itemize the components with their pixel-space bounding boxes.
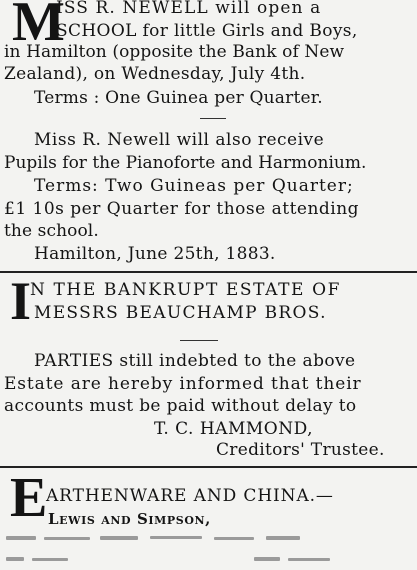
ad-line-4: Zealand), on Wednesday, July 4th.	[4, 64, 306, 84]
section-divider	[200, 118, 226, 119]
bankrupt-body-line-3: accounts must be paid without delay to	[4, 396, 357, 416]
bankrupt-headline-1: N THE BANKRUPT ESTATE OF	[30, 280, 342, 300]
bankrupt-headline-2: MESSRS BEAUCHAMP BROS.	[34, 303, 327, 323]
ad-dateline: Hamilton, June 25th, 1883.	[34, 244, 276, 264]
china-headline: ARTHENWARE AND CHINA.—	[46, 486, 334, 506]
ad-para2-line-4: £1 10s per Quarter for those attending	[4, 199, 360, 219]
ad-line-3: in Hamilton (opposite the Bank of New	[4, 42, 345, 62]
bankrupt-signatory: T. C. HAMMOND,	[154, 419, 314, 439]
bankrupt-signatory-title: Creditors' Trustee.	[216, 440, 385, 460]
earthenware-china-ad	[4, 467, 412, 570]
bankrupt-body-line-2: Estate are hereby informed that their	[4, 374, 362, 394]
faded-text-fragments	[4, 530, 412, 570]
dropcap-m: M	[12, 0, 65, 53]
column-rule-1	[0, 271, 417, 273]
bankrupt-estate-ad	[4, 271, 412, 460]
dropcap-i: I	[10, 271, 32, 331]
newell-school-ad	[4, 0, 412, 262]
ad-line-1: ISS R. NEWELL will open a	[56, 0, 322, 18]
ad-terms-line: Terms : One Guinea per Quarter.	[34, 88, 323, 108]
ad-para2-line-1-text: Miss R. Newell will also receive	[34, 130, 325, 150]
dropcap-e: E	[10, 467, 48, 529]
china-subline: Lewis and Simpson,	[48, 510, 211, 528]
bankrupt-body-line-1: PARTIES still indebted to the above	[34, 351, 356, 371]
ad-para2-line-1	[34, 130, 324, 150]
ad-para2-line-3: Terms: Two Guineas per Quarter;	[34, 176, 354, 196]
column-rule-2	[0, 466, 417, 468]
ad-para2-line-2: Pupils for the Pianoforte and Harmonium.	[4, 153, 367, 173]
section-divider	[180, 340, 218, 341]
ad-line-2: SCHOOL for little Girls and Boys,	[56, 21, 358, 41]
ad-para2-line-5: the school.	[4, 221, 99, 241]
